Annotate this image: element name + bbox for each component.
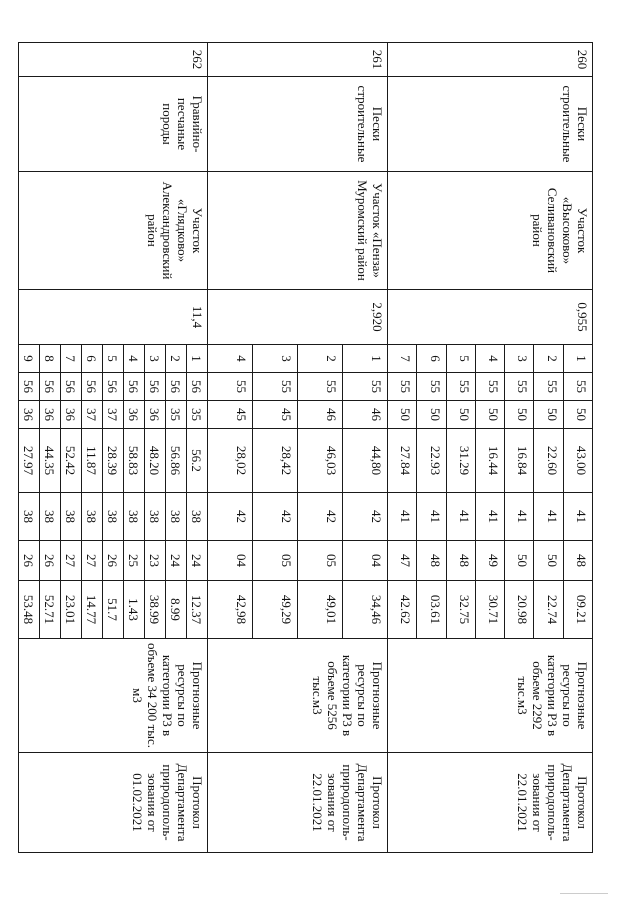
coordinate-cell: 42 xyxy=(208,493,253,541)
row-number-cell xyxy=(208,43,388,77)
coordinate-cell: 50 xyxy=(534,401,563,429)
coordinate-cell: 30.71 xyxy=(475,581,504,639)
coordinate-cell: 36 xyxy=(19,401,40,429)
coordinate-cell: 42 xyxy=(298,493,343,541)
coordinate-cell: 38 xyxy=(124,493,145,541)
coordinate-cell: 41 xyxy=(475,493,504,541)
coordinate-cell: 56 xyxy=(124,373,145,401)
coordinate-cell: 2 xyxy=(534,345,563,373)
page-edge-mark xyxy=(560,893,608,894)
coordinate-cell: 36 xyxy=(40,401,61,429)
coordinate-cell: 16.84 xyxy=(505,429,534,493)
coordinate-cell: 28.39 xyxy=(103,429,124,493)
resources-text: Прогнозные ресурсы по категории Р3 в объеме 5256 тыс.м3 xyxy=(310,654,386,737)
coordinate-cell: 38 xyxy=(61,493,82,541)
coordinate-cell: 3 xyxy=(253,345,298,373)
coordinate-cell: 55 xyxy=(388,373,417,401)
coordinate-cell: 38 xyxy=(19,493,40,541)
coordinate-cell: 55 xyxy=(298,373,343,401)
coordinate-cell: 55 xyxy=(417,373,446,401)
coordinate-cell: 38 xyxy=(187,493,208,541)
coordinate-cell: 31.29 xyxy=(446,429,475,493)
resources-text: Прогнозные ресурсы по категории Р3 в объеме 2292 тыс.м3 xyxy=(515,654,590,737)
area-cell-text: 0,955 xyxy=(575,302,590,332)
coordinate-cell: 8.99 xyxy=(166,581,187,639)
coordinate-cell: 44,80 xyxy=(343,429,388,493)
coordinate-cell: 50 xyxy=(505,401,534,429)
coordinate-cell: 20.98 xyxy=(505,581,534,639)
protocol-cell xyxy=(208,753,388,853)
coordinate-cell: 37 xyxy=(82,401,103,429)
coordinate-cell: 26 xyxy=(103,541,124,581)
coordinate-cell: 36 xyxy=(61,401,82,429)
coordinate-cell: 50 xyxy=(534,541,563,581)
coordinate-cell: 50 xyxy=(388,401,417,429)
coordinate-cell: 56 xyxy=(145,373,166,401)
coordinate-cell: 41 xyxy=(563,493,592,541)
area-cell xyxy=(208,290,388,345)
coordinate-cell: 55 xyxy=(475,373,504,401)
resources-cell xyxy=(208,639,388,753)
coordinate-cell: 22.74 xyxy=(534,581,563,639)
coordinate-cell: 26 xyxy=(40,541,61,581)
coordinate-cell: 55 xyxy=(505,373,534,401)
coordinate-cell: 46,03 xyxy=(298,429,343,493)
coordinate-cell: 36 xyxy=(124,401,145,429)
coordinate-cell: 32.75 xyxy=(446,581,475,639)
coordinate-cell: 55 xyxy=(208,373,253,401)
coordinate-cell: 38 xyxy=(40,493,61,541)
coordinate-cell: 1 xyxy=(563,345,592,373)
mineral-cell xyxy=(388,77,593,172)
mineral-cell xyxy=(208,77,388,172)
coordinate-cell: 35 xyxy=(166,401,187,429)
coordinate-cell: 48 xyxy=(446,541,475,581)
coordinate-cell: 55 xyxy=(343,373,388,401)
coordinate-cell: 52.71 xyxy=(40,581,61,639)
coordinate-cell: 04 xyxy=(208,541,253,581)
protocol-cell xyxy=(19,753,208,853)
coordinate-cell: 28,02 xyxy=(208,429,253,493)
coordinate-cell: 26 xyxy=(19,541,40,581)
coordinate-cell: 24 xyxy=(187,541,208,581)
coordinate-cell: 56.86 xyxy=(166,429,187,493)
coordinate-cell: 45 xyxy=(253,401,298,429)
coordinate-cell: 1 xyxy=(187,345,208,373)
coordinate-cell: 44.35 xyxy=(40,429,61,493)
table-body xyxy=(19,43,593,853)
coordinate-cell: 3 xyxy=(505,345,534,373)
coordinate-cell: 56 xyxy=(103,373,124,401)
mineral-cell-text: Пески строительные xyxy=(560,85,590,163)
coordinate-cell: 9 xyxy=(19,345,40,373)
coordinate-cell: 55 xyxy=(534,373,563,401)
resources-text: Прогнозные ресурсы по категории Р3 в объеме 34 200 тыс. м3 xyxy=(130,643,206,748)
coordinate-cell: 38 xyxy=(145,493,166,541)
coordinate-cell: 45 xyxy=(208,401,253,429)
coordinate-cell: 4 xyxy=(208,345,253,373)
coordinate-cell: 51.7 xyxy=(103,581,124,639)
resources-cell xyxy=(388,639,593,753)
row-number-cell xyxy=(388,43,593,77)
coordinate-cell: 41 xyxy=(534,493,563,541)
coordinate-cell: 49 xyxy=(475,541,504,581)
coordinate-cell: 55 xyxy=(446,373,475,401)
coordinate-cell: 7 xyxy=(388,345,417,373)
mineral-cell xyxy=(19,77,208,172)
coordinate-cell: 56 xyxy=(40,373,61,401)
coordinate-cell: 09.21 xyxy=(563,581,592,639)
coordinate-cell: 27.97 xyxy=(19,429,40,493)
coordinate-cell: 22.60 xyxy=(534,429,563,493)
coordinate-cell: 28,42 xyxy=(253,429,298,493)
coordinate-cell: 5 xyxy=(103,345,124,373)
coordinate-cell: 50 xyxy=(505,541,534,581)
coordinate-cell: 34,46 xyxy=(343,581,388,639)
coordinate-cell: 11.87 xyxy=(82,429,103,493)
coordinate-cell: 42 xyxy=(253,493,298,541)
coordinate-cell: 16.44 xyxy=(475,429,504,493)
coordinate-cell: 48 xyxy=(417,541,446,581)
coordinate-cell: 42,98 xyxy=(208,581,253,639)
coordinate-cell: 52.42 xyxy=(61,429,82,493)
site-cell xyxy=(19,172,208,290)
coordinate-cell: 05 xyxy=(253,541,298,581)
site-cell xyxy=(388,172,593,290)
coordinate-cell: 35 xyxy=(187,401,208,429)
protocol-cell xyxy=(388,753,593,853)
coordinate-cell: 38 xyxy=(82,493,103,541)
area-cell xyxy=(19,290,208,345)
protocol-text: Протокол Департамента природополь-зования от 22.01.2021 xyxy=(515,763,590,842)
coordinate-cell: 04 xyxy=(343,541,388,581)
protocol-text: Протокол Департамента природополь-зования от 22.01.2021 xyxy=(310,763,386,842)
coordinate-cell: 36 xyxy=(145,401,166,429)
mineral-cell-text: Гравийно-песчаные породы xyxy=(160,95,206,153)
coordinate-cell: 56.2 xyxy=(187,429,208,493)
coordinate-cell: 41 xyxy=(446,493,475,541)
coordinate-cell: 1.43 xyxy=(124,581,145,639)
coordinate-cell: 43.00 xyxy=(563,429,592,493)
coordinate-cell: 48.20 xyxy=(145,429,166,493)
coordinate-cell: 41 xyxy=(505,493,534,541)
coordinate-cell: 42.62 xyxy=(388,581,417,639)
coordinate-cell: 56 xyxy=(19,373,40,401)
coordinate-cell: 37 xyxy=(103,401,124,429)
coordinate-cell: 2 xyxy=(166,345,187,373)
coordinate-cell: 50 xyxy=(475,401,504,429)
coordinate-cell: 23.01 xyxy=(61,581,82,639)
coordinate-cell: 1 xyxy=(343,345,388,373)
coordinate-cell: 56 xyxy=(187,373,208,401)
coordinate-cell: 50 xyxy=(446,401,475,429)
coordinate-cell: 6 xyxy=(417,345,446,373)
coordinate-cell: 8 xyxy=(40,345,61,373)
coordinate-cell: 4 xyxy=(124,345,145,373)
site-cell xyxy=(208,172,388,290)
coordinate-cell: 56 xyxy=(61,373,82,401)
coordinate-cell: 50 xyxy=(563,401,592,429)
site-cell-text: Участок «Высоково» Селивановский район xyxy=(530,187,590,274)
coordinate-cell: 4 xyxy=(475,345,504,373)
coordinate-cell: 49,01 xyxy=(298,581,343,639)
area-cell-text: 11,4 xyxy=(190,305,206,329)
coordinate-cell: 42 xyxy=(343,493,388,541)
coordinate-cell: 56 xyxy=(82,373,103,401)
coordinate-cell: 55 xyxy=(253,373,298,401)
site-cell-text: Участок «Глядково» Александровский район xyxy=(145,181,206,280)
rotated-table-page xyxy=(21,42,593,852)
protocol-text: Протокол Департамента природополь-зования от 01.02.2021 xyxy=(130,763,206,842)
coordinate-cell: 41 xyxy=(417,493,446,541)
table-row xyxy=(343,43,388,853)
resources-cell xyxy=(19,639,208,753)
table-row xyxy=(563,43,592,853)
coordinate-cell: 12.37 xyxy=(187,581,208,639)
coordinate-cell: 3 xyxy=(145,345,166,373)
coordinate-cell: 25 xyxy=(124,541,145,581)
coordinate-cell: 24 xyxy=(166,541,187,581)
coordinate-cell: 53.48 xyxy=(19,581,40,639)
coordinate-cell: 56 xyxy=(166,373,187,401)
site-cell-text: Участок «Пенза» Муромский район xyxy=(355,180,386,281)
coordinate-cell: 03.61 xyxy=(417,581,446,639)
coordinate-cell: 38.99 xyxy=(145,581,166,639)
row-number-cell-text: 260 xyxy=(575,49,590,70)
coordinate-cell: 46 xyxy=(343,401,388,429)
coordinate-cell: 41 xyxy=(388,493,417,541)
area-cell-text: 2,920 xyxy=(370,302,386,332)
coordinate-cell: 5 xyxy=(446,345,475,373)
table-row xyxy=(187,43,208,853)
coordinate-cell: 38 xyxy=(103,493,124,541)
coordinate-cell: 46 xyxy=(298,401,343,429)
coordinate-cell: 55 xyxy=(563,373,592,401)
coordinate-cell: 23 xyxy=(145,541,166,581)
coordinate-cell: 22.93 xyxy=(417,429,446,493)
row-number-cell-text: 262 xyxy=(190,49,206,70)
coordinate-cell: 58.83 xyxy=(124,429,145,493)
coordinate-cell: 48 xyxy=(563,541,592,581)
mineral-cell-text: Пески строительные xyxy=(355,85,386,163)
area-cell xyxy=(388,290,593,345)
licensing-sites-table xyxy=(18,42,593,853)
coordinate-cell: 27.84 xyxy=(388,429,417,493)
coordinate-cell: 05 xyxy=(298,541,343,581)
row-number-cell xyxy=(19,43,208,77)
coordinate-cell: 2 xyxy=(298,345,343,373)
coordinate-cell: 27 xyxy=(61,541,82,581)
coordinate-cell: 14.77 xyxy=(82,581,103,639)
coordinate-cell: 50 xyxy=(417,401,446,429)
coordinate-cell: 7 xyxy=(61,345,82,373)
coordinate-cell: 6 xyxy=(82,345,103,373)
coordinate-cell: 27 xyxy=(82,541,103,581)
row-number-cell-text: 261 xyxy=(370,49,386,70)
coordinate-cell: 38 xyxy=(166,493,187,541)
coordinate-cell: 49,29 xyxy=(253,581,298,639)
coordinate-cell: 47 xyxy=(388,541,417,581)
